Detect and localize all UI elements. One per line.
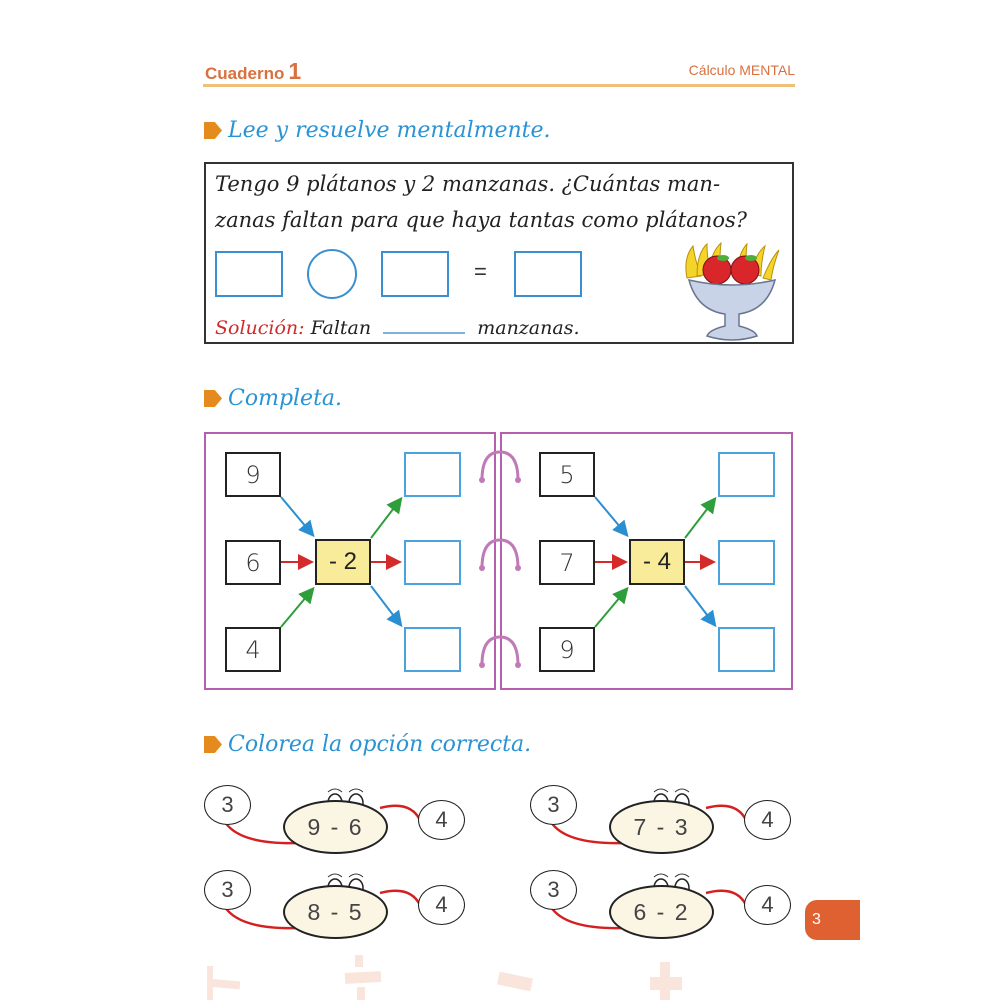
expression-oval: 6 - 2 — [609, 885, 714, 939]
equals-sign: = — [474, 259, 487, 284]
input-box: 5 — [539, 452, 595, 497]
option-right-circle[interactable]: 4 — [744, 800, 791, 840]
section-heading-text: Colorea la opción correcta. — [228, 732, 532, 757]
operation-box: - 2 — [315, 539, 371, 585]
solution-prefix: Faltan — [310, 317, 372, 339]
page-number-tab: 3 — [805, 900, 860, 940]
expression-oval: 7 - 3 — [609, 800, 714, 854]
divide-dot-icon — [357, 987, 365, 1000]
plus-symbol-icon — [660, 962, 670, 1000]
option-right-circle[interactable]: 4 — [418, 800, 465, 840]
input-box: 9 — [539, 627, 595, 672]
input-box: 6 — [225, 540, 281, 585]
divide-dot-icon — [355, 955, 363, 967]
option-left-circle[interactable]: 3 — [530, 870, 577, 910]
problem-text-line-2: zanas faltan para que haya tantas como plátanos? — [215, 208, 747, 232]
expression-oval: 8 - 5 — [283, 885, 388, 939]
plus-symbol-icon — [207, 966, 213, 1000]
section-heading-text: Completa. — [228, 386, 343, 411]
input-box: 9 — [225, 452, 281, 497]
section-heading-text: Lee y resuelve mentalmente. — [228, 118, 551, 143]
operation-box: - 4 — [629, 539, 685, 585]
subject-title: Cálculo MENTAL — [688, 62, 795, 78]
option-left-circle[interactable]: 3 — [204, 870, 251, 910]
option-right-circle[interactable]: 4 — [744, 885, 791, 925]
expression-oval: 9 - 6 — [283, 800, 388, 854]
notebook-title-text: Cuaderno — [205, 64, 285, 83]
solution-suffix: manzanas. — [477, 317, 580, 339]
input-box: 4 — [225, 627, 281, 672]
option-left-circle[interactable]: 3 — [204, 785, 251, 825]
solution-label: Solución: — [215, 317, 305, 339]
divide-symbol-icon — [345, 971, 382, 984]
option-left-circle[interactable]: 3 — [530, 785, 577, 825]
option-right-circle[interactable]: 4 — [418, 885, 465, 925]
notebook-number: 1 — [288, 58, 302, 84]
problem-text-line-1: Tengo 9 plátanos y 2 manzanas. ¿Cuántas man- — [215, 172, 721, 196]
input-box: 7 — [539, 540, 595, 585]
